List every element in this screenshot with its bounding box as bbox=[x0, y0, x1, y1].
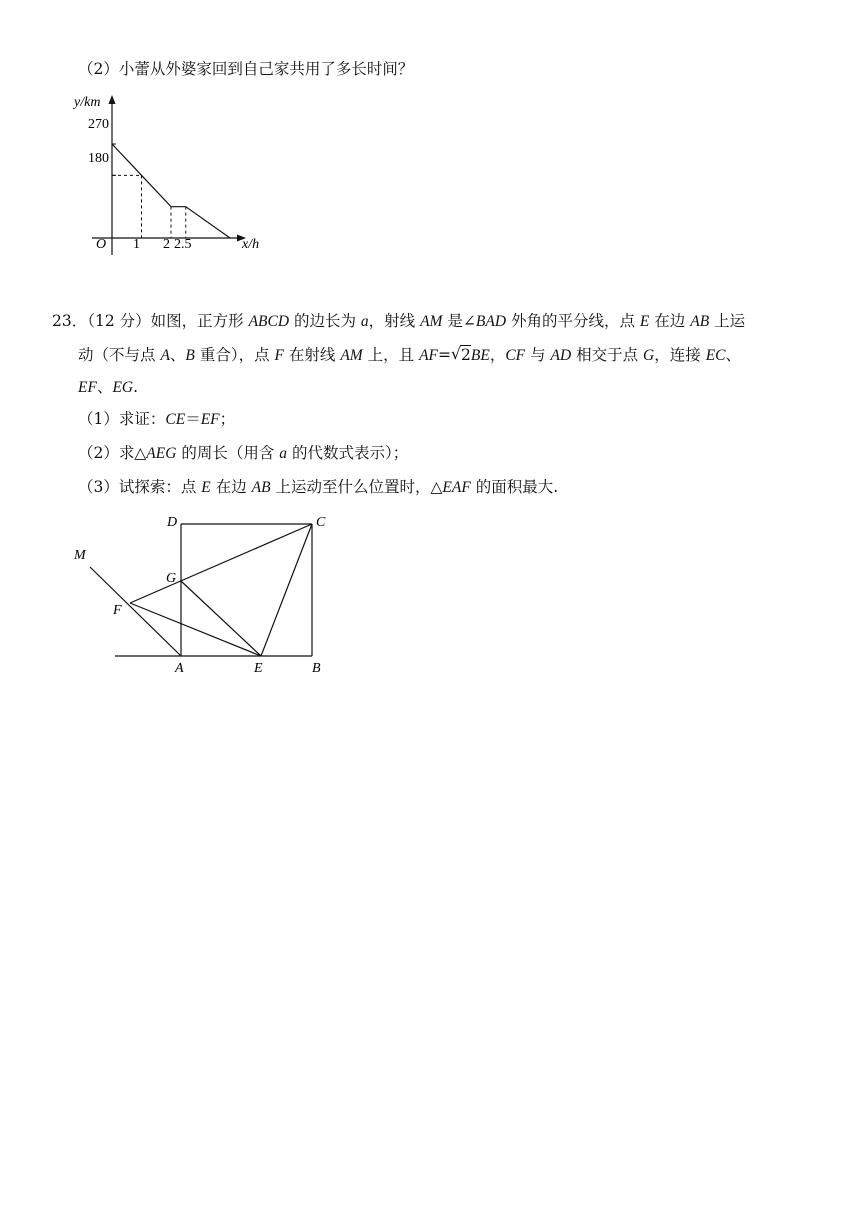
segment-FE bbox=[130, 603, 261, 656]
y-tick-label-180: 180 bbox=[88, 151, 109, 166]
origin-label: O bbox=[96, 237, 107, 252]
x-tick-label-2: 2 bbox=[163, 237, 170, 252]
q23-line-1: 23．（12 分）如图，正方形 ABCD 的边长为 a，射线 AM 是∠BAD 外角的平分线，点 E 在边 AB 上运 bbox=[52, 312, 746, 330]
segment-GE bbox=[181, 581, 261, 656]
q23-part1: （1）求证：CE＝EF； bbox=[78, 410, 236, 428]
label-E: E bbox=[254, 661, 263, 676]
label-F: F bbox=[113, 603, 122, 618]
distance-line bbox=[112, 144, 230, 238]
q23-line-2: 动（不与点 A、B 重合），点 F 在射线 AM 上，且 AF=√ 2BE，CF 与 AD 相交于点 G，连接 EC、 bbox=[78, 344, 741, 367]
label-M: M bbox=[74, 548, 86, 563]
q22-distance-time-graph bbox=[70, 90, 270, 260]
sqrt-symbol: √ 2 bbox=[451, 344, 471, 366]
q23-part3: （3）试探索：点 E 在边 AB 上运动至什么位置时，△EAF 的面积最大. bbox=[78, 478, 559, 496]
y-axis-label: y/km bbox=[74, 95, 101, 110]
label-B: B bbox=[312, 661, 321, 676]
x-axis-label: x/h bbox=[242, 237, 260, 252]
y-axis-arrow bbox=[109, 95, 116, 104]
label-G: G bbox=[166, 571, 177, 586]
label-D: D bbox=[167, 515, 178, 530]
x-tick-label-1: 1 bbox=[133, 237, 140, 252]
x-tick-label-2-5: 2.5 bbox=[174, 237, 192, 252]
label-A: A bbox=[175, 661, 184, 676]
segment-CF bbox=[130, 524, 312, 603]
q22-part2-text: （2）小蕾从外婆家回到自己家共用了多长时间？ bbox=[78, 60, 414, 78]
segment-CE bbox=[261, 524, 312, 656]
label-C: C bbox=[316, 515, 326, 530]
q23-part2: （2）求△AEG 的周长（用含 a 的代数式表示）； bbox=[78, 444, 409, 462]
q23-square-figure bbox=[60, 510, 360, 680]
y-tick-label-270: 270 bbox=[88, 117, 109, 132]
q23-line-3: EF、EG. bbox=[78, 378, 139, 396]
